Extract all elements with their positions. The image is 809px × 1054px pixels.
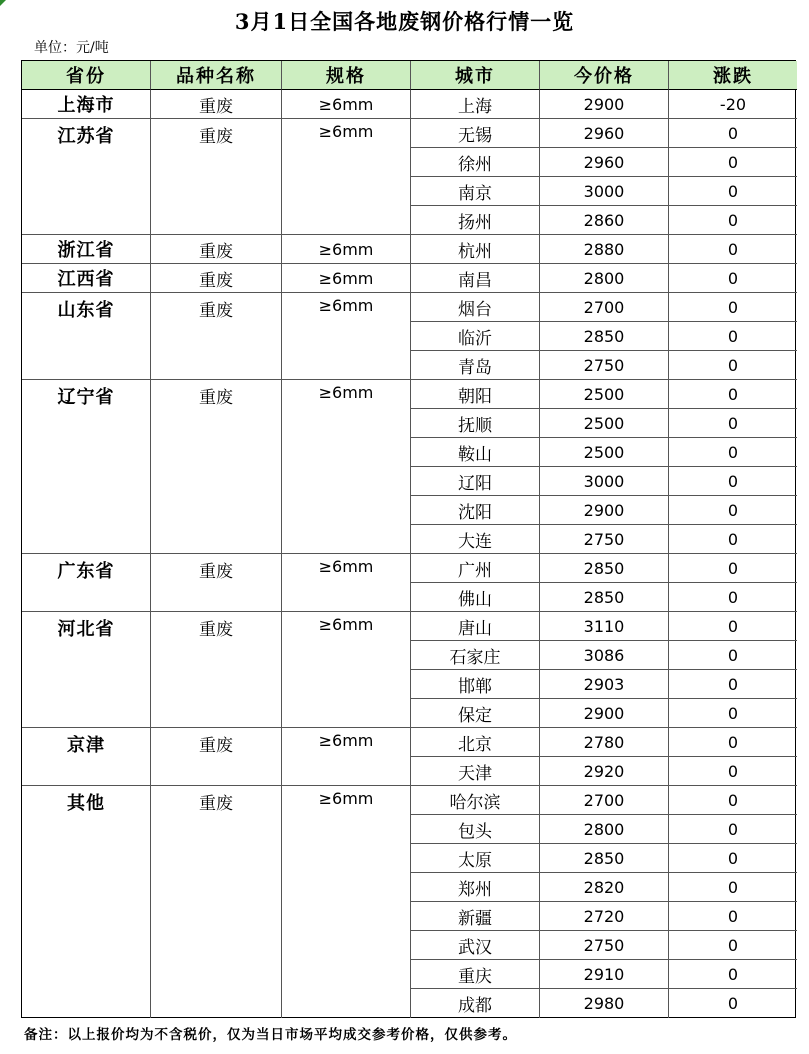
city-cell: 重庆 [411,960,540,989]
price-cell: 2700 [540,786,669,815]
change-cell: 0 [669,235,797,264]
change-cell: 0 [669,293,797,322]
variety-cell: 重废 [151,554,282,612]
price-cell: 2780 [540,728,669,757]
price-cell: 2750 [540,525,669,554]
change-cell: 0 [669,380,797,409]
province-cell: 江西省 [22,264,151,293]
province-cell: 京津 [22,728,151,786]
change-cell: 0 [669,322,797,351]
province-cell: 上海市 [22,90,151,119]
price-cell: 2900 [540,699,669,728]
price-cell: 2800 [540,264,669,293]
change-cell: 0 [727,994,739,1013]
change-cell: 0 [669,786,797,815]
change-cell: 0 [669,438,797,467]
province-cell: 江苏省 [22,119,151,235]
city-cell: 青岛 [411,351,540,380]
price-cell: 2850 [540,322,669,351]
spec-cell: ≥6mm [282,380,411,554]
price-cell: 2880 [540,235,669,264]
change-cell: 0 [669,409,797,438]
column-header: 规格 [282,61,411,90]
city-cell: 北京 [411,728,540,757]
variety-cell: 重废 [151,264,282,293]
variety-cell: 重废 [151,119,282,235]
variety-cell: 重废 [151,90,282,119]
change-cell: 0 [669,612,797,641]
city-cell: 天津 [411,757,540,786]
price-cell: 3000 [540,467,669,496]
variety-cell: 重废 [151,235,282,264]
change-cell: 0 [669,351,797,380]
change-cell: 0 [669,873,797,902]
price-cell: 2900 [540,496,669,525]
price-cell: 3000 [540,177,669,206]
change-cell: 0 [669,264,797,293]
province-cell: 广东省 [22,554,151,612]
column-header: 今价格 [540,61,669,90]
page-title: 3月1日全国各地废钢价格行情一览 [234,9,575,34]
price-cell: 2980 [540,989,669,1018]
change-cell: -20 [669,90,797,119]
change-cell: 0 [669,206,797,235]
change-cell: 0 [669,931,797,960]
city-cell: 唐山 [411,612,540,641]
price-table [21,60,796,1018]
city-cell: 保定 [411,699,540,728]
price-cell: 2700 [540,293,669,322]
city-cell: 烟台 [411,293,540,322]
city-cell: 包头 [411,815,540,844]
column-header: 省份 [22,61,151,90]
price-cell: 2850 [540,554,669,583]
city-cell: 太原 [411,844,540,873]
change-cell: 0 [669,902,797,931]
city-cell: 徐州 [411,148,540,177]
price-cell: 2960 [540,119,669,148]
province-cell: 其他 [22,786,151,1018]
city-cell: 沈阳 [411,496,540,525]
change-cell: 0 [669,670,797,699]
variety-cell: 重废 [151,786,282,1018]
variety-cell: 重废 [151,728,282,786]
price-cell: 3086 [540,641,669,670]
unit-label: 单位：元/吨 [34,40,109,56]
spec-cell: ≥6mm [282,90,411,119]
spec-cell: ≥6mm [282,119,411,235]
city-cell: 成都 [411,989,540,1018]
price-cell: 2860 [540,206,669,235]
province-cell: 辽宁省 [22,380,151,554]
province-cell: 山东省 [22,293,151,380]
city-cell: 抚顺 [411,409,540,438]
change-cell: 0 [669,583,797,612]
province-cell: 浙江省 [22,235,151,264]
price-cell: 2900 [540,90,669,119]
price-cell: 2500 [540,380,669,409]
city-cell: 大连 [411,525,540,554]
price-cell: 2850 [540,844,669,873]
variety-cell: 重废 [151,293,282,380]
city-cell: 朝阳 [411,380,540,409]
price-cell: 2820 [540,873,669,902]
change-cell: 0 [669,467,797,496]
province-cell: 河北省 [22,612,151,728]
city-cell: 杭州 [411,235,540,264]
change-cell: 0 [669,844,797,873]
spec-cell: ≥6mm [282,293,411,380]
spec-cell: ≥6mm [282,235,411,264]
city-cell: 临沂 [411,322,540,351]
city-cell: 鞍山 [411,438,540,467]
city-cell: 邯郸 [411,670,540,699]
spec-cell: ≥6mm [282,786,411,1018]
variety-cell: 重废 [151,612,282,728]
price-cell: 2903 [540,670,669,699]
price-cell: 3110 [540,612,669,641]
price-cell: 2750 [540,351,669,380]
column-header: 城市 [411,61,540,90]
city-cell: 广州 [411,554,540,583]
change-cell: 0 [669,177,797,206]
city-cell: 上海 [411,90,540,119]
change-cell: 0 [669,960,797,989]
footnote: 备注：以上报价均为不含税价，仅为当日市场平均成交参考价格，仅供参考。 [24,1027,517,1043]
city-cell: 石家庄 [411,641,540,670]
city-cell: 辽阳 [411,467,540,496]
price-cell: 2920 [540,757,669,786]
change-cell: 0 [669,496,797,525]
variety-cell: 重废 [151,380,282,554]
spec-cell: ≥6mm [282,264,411,293]
city-cell: 新疆 [411,902,540,931]
city-cell: 无锡 [411,119,540,148]
change-cell: 0 [669,815,797,844]
column-header: 涨跌 [669,61,797,90]
price-cell: 2850 [540,583,669,612]
change-cell: 0 [669,699,797,728]
price-cell: 2800 [540,815,669,844]
change-cell: 0 [669,554,797,583]
city-cell: 哈尔滨 [411,786,540,815]
spec-cell: ≥6mm [282,612,411,728]
city-cell: 郑州 [411,873,540,902]
price-cell: 2750 [540,931,669,960]
price-cell: 2500 [540,409,669,438]
price-cell: 2500 [540,438,669,467]
change-cell: 0 [669,119,797,148]
change-cell: 0 [669,641,797,670]
price-cell: 2960 [540,148,669,177]
change-cell: 0 [669,525,797,554]
column-header: 品种名称 [151,61,282,90]
spec-cell: ≥6mm [282,554,411,612]
spec-cell: ≥6mm [282,728,411,786]
price-cell: 2910 [540,960,669,989]
price-cell: 2720 [540,902,669,931]
city-cell: 武汉 [411,931,540,960]
city-cell: 南京 [411,177,540,206]
city-cell: 佛山 [411,583,540,612]
city-cell: 南昌 [411,264,540,293]
change-cell: 0 [669,148,797,177]
change-cell: 0 [669,757,797,786]
change-cell: 0 [669,728,797,757]
city-cell: 扬州 [411,206,540,235]
